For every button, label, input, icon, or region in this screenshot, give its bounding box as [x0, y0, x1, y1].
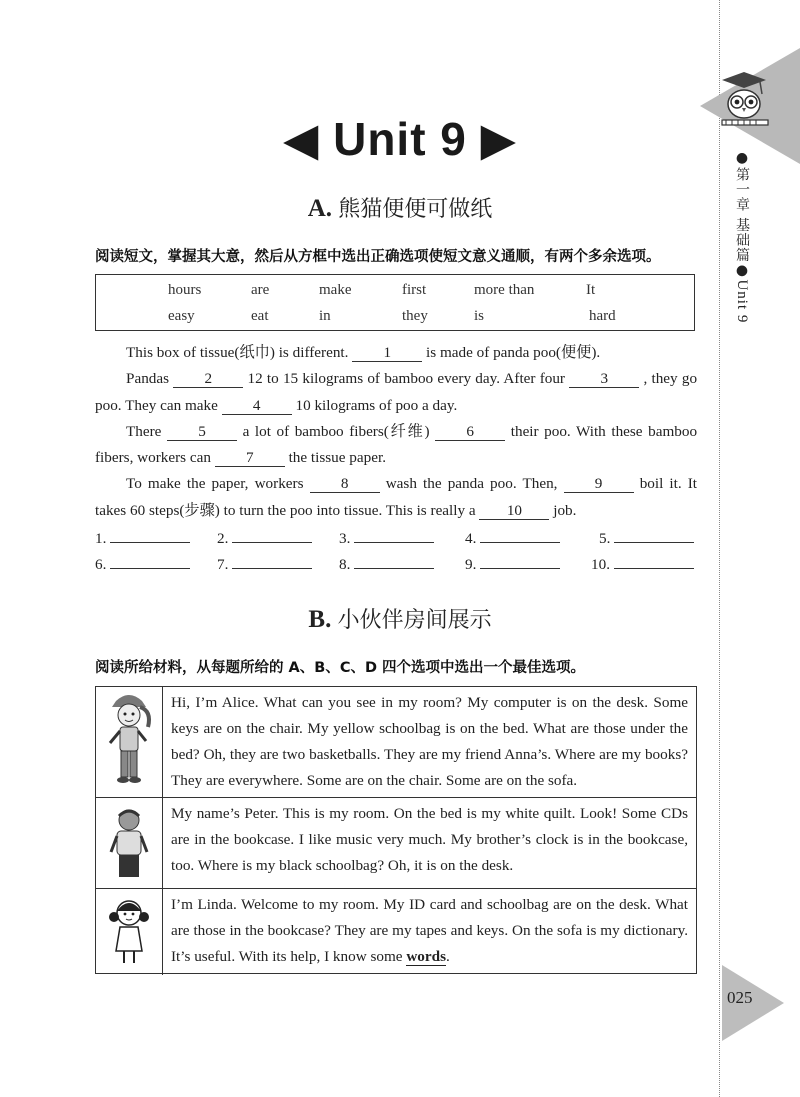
boy-photo-icon — [96, 798, 162, 888]
blank-2[interactable]: 2 — [173, 370, 243, 388]
answer-slot-4[interactable]: 4. — [465, 528, 560, 548]
page-number: 025 — [727, 988, 753, 1007]
blank-1[interactable]: 1 — [352, 344, 422, 362]
unit-label: Unit 9 — [734, 279, 750, 324]
blank-6[interactable]: 6 — [435, 423, 505, 441]
word-option: make — [319, 282, 352, 298]
word-option: in — [319, 308, 331, 324]
peter-text: My name’s Peter. This is my room. On the bed is my white quilt. Look! Some CDs are in the bookcase. I like music very much. My brother’s clock is in the bookcase, too. Where is my black schoolbag? Oh, it is on the desk. — [171, 805, 688, 874]
answer-slot-6[interactable]: 6. — [95, 554, 190, 574]
word-option: are — [251, 282, 270, 298]
section-a-instruction: 阅读短文，掌握其大意，然后从方框中选出正确选项使短文意义通顺，有两个多余选项。 — [95, 249, 661, 265]
linda-text: I’m Linda. Welcome to my room. My ID card and schoolbag are on the desk. What are those in the bookcase? They are my tapes and keys. On the sofa is my dictionary. It’s useful. With its help, I know some words. — [171, 896, 688, 965]
blank-5[interactable]: 5 — [167, 423, 237, 441]
section-a-label: A. — [307, 195, 333, 222]
table-row — [96, 687, 696, 798]
table-row — [96, 798, 696, 889]
section-a-title: 熊猫便便可做纸 — [338, 197, 493, 222]
word-option: more than — [474, 282, 535, 298]
answer-slot-1[interactable]: 1. — [95, 528, 190, 548]
section-b-label: B. — [308, 606, 332, 633]
alice-text: Hi, I’m Alice. What can you see in my room? My computer is on the desk. Some keys are on the chair. My yellow schoolbag is on the bed. What are those under the bed? Oh, they are two basketballs. They are my friend Anna’s. Where are my books? They are everywhere. Some are on the chair. Some are on the sofa. — [171, 694, 688, 789]
word-option: they — [402, 308, 428, 324]
word-option: hours — [168, 282, 202, 298]
section-b-title: 小伙伴房间展示 — [337, 608, 492, 633]
chapter-sidebar — [728, 150, 752, 323]
answer-row-1 — [95, 528, 697, 554]
cloze-passage — [95, 340, 697, 524]
word-bank-box — [95, 274, 695, 331]
passage-paragraph: This box of tissue(纸巾) is different. 1 is made of panda poo(便便). — [126, 344, 601, 361]
blank-7[interactable]: 7 — [215, 449, 285, 467]
chapter-label: ●第一章 基础篇● — [734, 150, 750, 280]
girl-cartoon-icon — [96, 687, 162, 797]
word-option: easy — [168, 308, 195, 324]
word-option: is — [474, 308, 485, 324]
girl-drawing-icon — [96, 889, 162, 973]
section-b-instruction: 阅读所给材料，从每题所给的 A、B、C、D 四个选项中选出一个最佳选项。 — [95, 660, 586, 676]
table-row — [96, 889, 696, 975]
answer-slot-5[interactable]: 5. — [599, 528, 694, 548]
answer-slot-3[interactable]: 3. — [339, 528, 434, 548]
answer-slot-2[interactable]: 2. — [217, 528, 312, 548]
answer-row-2 — [95, 554, 697, 580]
section-a-heading — [0, 192, 800, 223]
linda-picture — [96, 889, 163, 975]
answer-slot-10[interactable]: 10. — [591, 554, 694, 574]
blank-9[interactable]: 9 — [564, 475, 634, 493]
answer-slot-9[interactable]: 9. — [465, 554, 560, 574]
blank-8[interactable]: 8 — [310, 475, 380, 493]
underlined-word: words — [406, 948, 447, 965]
blank-4[interactable]: 4 — [222, 397, 292, 415]
section-b-heading — [0, 603, 800, 634]
blank-3[interactable]: 3 — [569, 370, 639, 388]
passage-paragraph: To make the paper, workers 8 wash the panda poo. Then, 9 boil it. It takes 60 steps(步骤) to turn the poo into tissue. This is really a 10 job. — [95, 475, 698, 519]
passage-paragraph: There 5 a lot of bamboo fibers(纤维) 6 their poo. With these bamboo fibers, workers can 7 the tissue paper. — [95, 422, 698, 467]
alice-picture — [96, 687, 163, 797]
word-option: It — [586, 282, 596, 298]
passage-paragraph: Pandas 2 12 to 15 kilograms of bamboo every day. After four 3 , they go poo. They can make 4 10 kilograms of poo a day. — [95, 370, 698, 414]
blank-10[interactable]: 10 — [479, 502, 549, 520]
rooms-table — [95, 686, 697, 974]
page-title: ◀ Unit 9 ▶ — [282, 113, 518, 165]
word-option: eat — [251, 308, 269, 324]
word-option: first — [402, 282, 427, 298]
peter-picture — [96, 798, 163, 888]
answer-slot-8[interactable]: 8. — [339, 554, 434, 574]
answer-slot-7[interactable]: 7. — [217, 554, 312, 574]
word-option: hard — [589, 308, 616, 324]
